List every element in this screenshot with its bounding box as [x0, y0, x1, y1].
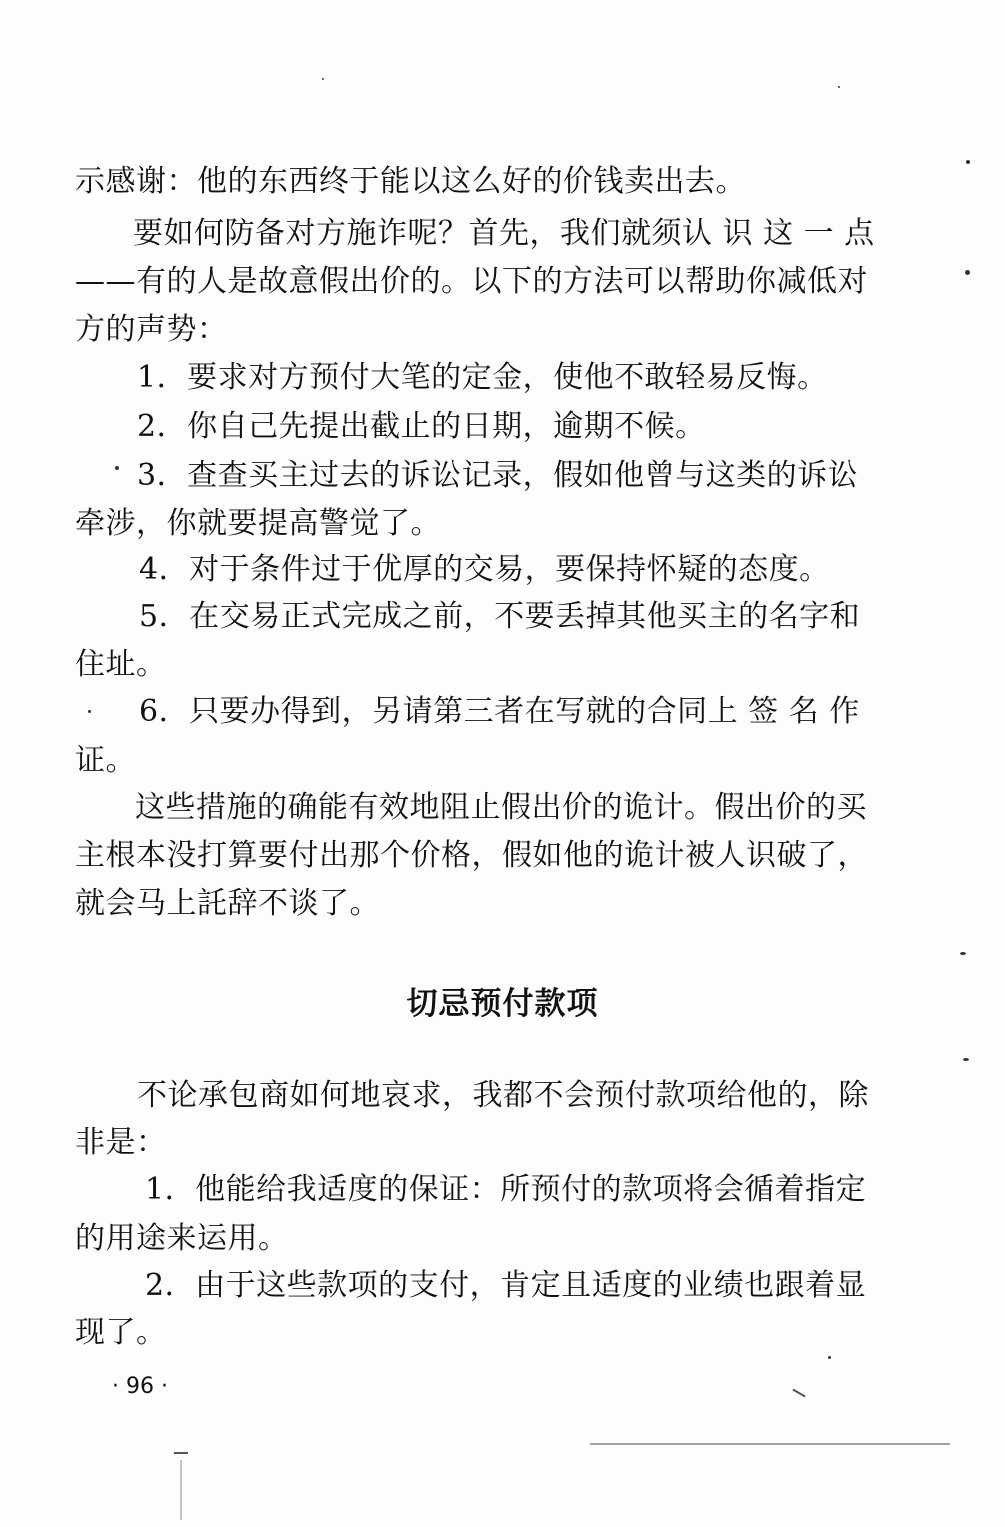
scan-speck	[838, 86, 840, 88]
section-list-item-2-line-1: 2．由于这些款项的支付，肯定且适度的业绩也跟着显	[145, 1268, 867, 1303]
paragraph-2-line-1: 要如何防备对方施诈呢？首先，我们就须认 识 这 一 点	[133, 216, 875, 251]
list-item-6-line-1: 6．只要办得到，另请第三者在写就的合同上 签 名 作	[139, 694, 860, 729]
section-list-item-2-line-2: 现了。	[75, 1315, 167, 1350]
page-number: · 96 ·	[112, 1374, 168, 1399]
section-paragraph-1-line-2: 非是：	[75, 1125, 167, 1160]
list-item-5-line-1: 5．在交易正式完成之前，不要丢掉其他买主的名字和	[139, 599, 861, 634]
list-item-4: 4．对于条件过于优厚的交易，要保持怀疑的态度。	[139, 552, 830, 587]
scan-speck	[828, 1356, 831, 1359]
scan-speck	[965, 270, 970, 275]
scan-mark	[174, 1452, 188, 1454]
scan-speck	[88, 710, 91, 713]
paragraph-1-line-1: 示感谢：他的东西终于能以这么好的价钱卖出去。	[75, 164, 746, 199]
scan-mark	[792, 1389, 805, 1398]
scan-speck	[963, 1058, 969, 1061]
list-item-3-line-2: 牵涉，你就要提高警觉了。	[75, 506, 441, 541]
scan-rule	[180, 1460, 182, 1520]
section-heading: 切忌预付款项	[406, 986, 599, 1022]
paragraph-3-line-3: 就会马上託辞不谈了。	[75, 886, 380, 921]
section-paragraph-1-line-1: 不论承包商如何地哀求，我都不会预付款项给他的，除	[137, 1078, 869, 1113]
scan-speck	[960, 952, 966, 955]
section-list-item-1-line-2: 的用途来运用。	[75, 1221, 289, 1256]
scan-speck	[115, 466, 119, 470]
list-item-5-line-2: 住址。	[75, 647, 167, 682]
list-item-1: 1．要求对方预付大笔的定金，使他不敢轻易反悔。	[137, 360, 828, 395]
list-item-2: 2．你自己先提出截止的日期，逾期不候。	[137, 409, 706, 444]
scan-rule	[590, 1443, 950, 1445]
paragraph-2-line-2: ——有的人是故意假出价的。以下的方法可以帮助你减低对	[75, 264, 868, 299]
list-item-6-line-2: 证。	[75, 743, 136, 778]
paragraph-2-line-3: 方的声势：	[75, 312, 228, 347]
list-item-3-line-1: 3．查查买主过去的诉讼记录，假如他曾与这类的诉讼	[137, 458, 859, 493]
paragraph-3-line-2: 主根本没打算要付出那个价格，假如他的诡计被人识破了，	[75, 838, 868, 873]
paragraph-3-line-1: 这些措施的确能有效地阻止假出价的诡计。假出价的买	[135, 790, 867, 825]
section-list-item-1-line-1: 1．他能给我适度的保证：所预付的款项将会循着指定	[145, 1172, 867, 1207]
scan-speck	[322, 78, 324, 80]
scan-speck	[966, 160, 970, 164]
